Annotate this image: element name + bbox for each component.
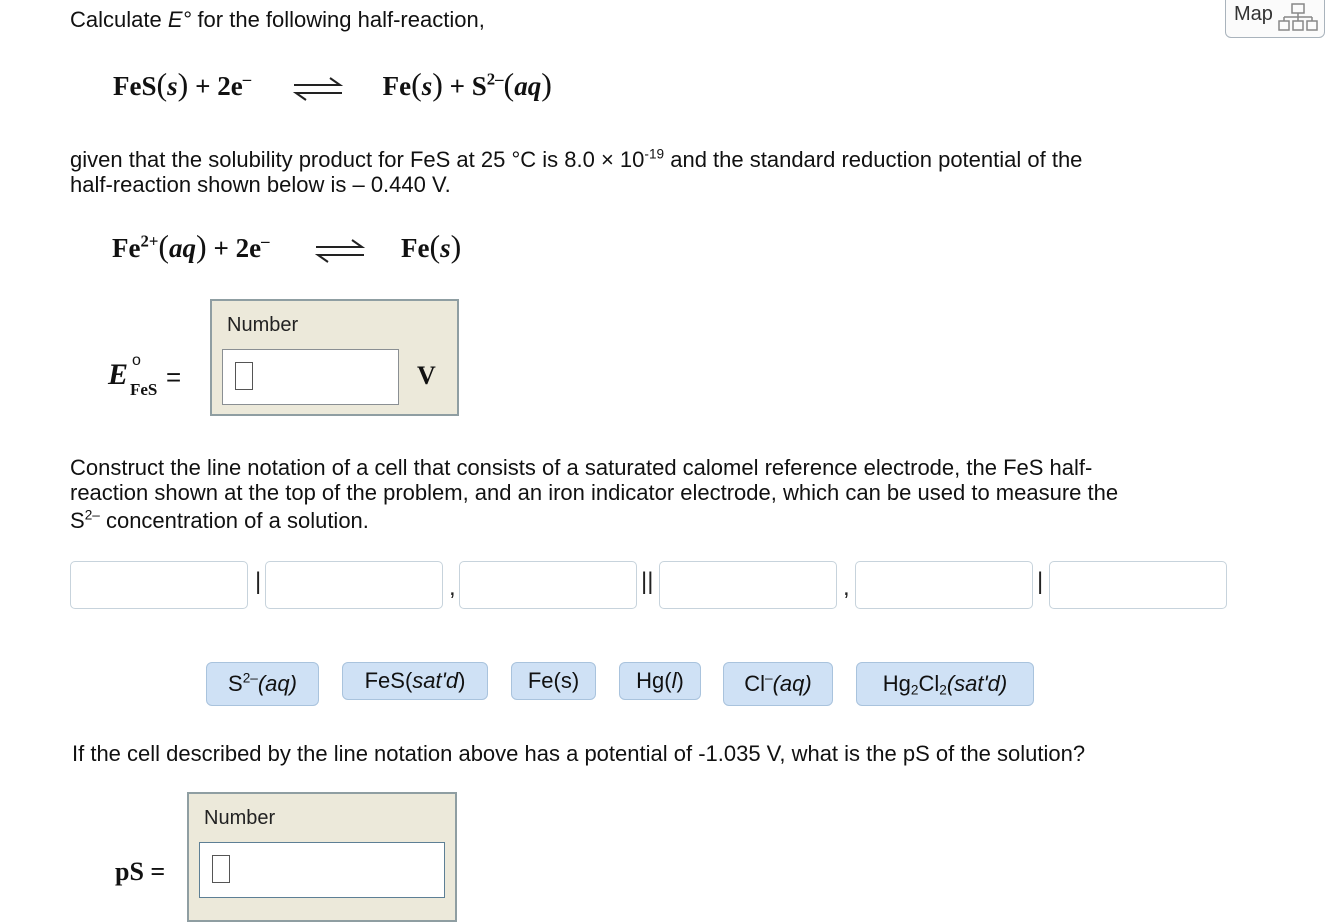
- phase-boundary-separator: |: [255, 568, 262, 595]
- line-notation-slot-3[interactable]: [459, 561, 637, 609]
- line-notation-slot-6[interactable]: [1049, 561, 1227, 609]
- half-reaction-fes: FeS(s) + 2e– $Fe(s) + S^{2-}(aq)$: [113, 66, 552, 102]
- ps-label: pS =: [115, 857, 166, 886]
- construct-paragraph: Construct the line notation of a cell that consists of a saturated calomel reference electrode, the FeS half- reaction shown at the top of the problem, and an iron indicator electrode, which can be used to measure the $S^{2-}$ concentration of a solution.: [70, 455, 1119, 533]
- number-panel-efes: [210, 299, 459, 416]
- number-label: Number: [227, 314, 299, 336]
- sitemap-icon: [1278, 3, 1320, 31]
- text-cursor-icon: [212, 855, 230, 883]
- map-button[interactable]: [1225, 0, 1325, 38]
- chip-sulfide-aq[interactable]: $S^{2-}(aq)$: [206, 662, 319, 706]
- ps-input[interactable]: [199, 842, 445, 898]
- text-cursor-icon: [235, 362, 253, 390]
- number-panel-ps: [187, 792, 457, 922]
- chip-chloride-aq[interactable]: Cl–(aq): [723, 662, 833, 706]
- e-fes-label: E o FeS =: [108, 352, 182, 399]
- chip-fe-s[interactable]: Fe(s): [511, 662, 596, 700]
- final-question: If the cell described by the line notation above has a potential of -1.035 V, what is the pS of the solution?: [72, 741, 1086, 766]
- question-intro: [70, 7, 485, 33]
- unit-volts: V: [417, 361, 436, 390]
- chip-hg2cl2-satd[interactable]: $Hg_2Cl_2(sat'd)$: [856, 662, 1034, 706]
- e-standard-symbol: E°: [167, 7, 192, 32]
- phase-boundary-separator: |: [1037, 568, 1044, 595]
- number-label: Number: [204, 807, 276, 829]
- comma-separator: ,: [449, 574, 456, 601]
- equilibrium-arrow-icon: [310, 236, 370, 266]
- efes-input[interactable]: [222, 349, 399, 405]
- chip-hg-l[interactable]: Hg(l): [619, 662, 701, 700]
- comma-separator: ,: [843, 574, 850, 601]
- line-notation-slot-2[interactable]: [265, 561, 443, 609]
- salt-bridge-separator: ||: [641, 568, 654, 595]
- line-notation-slot-5[interactable]: [855, 561, 1033, 609]
- half-reaction-iron: $Fe^{2+}(aq) + 2e^-$ Fe(s): [112, 228, 462, 264]
- chip-fes-satd[interactable]: FeS(sat'd): [342, 662, 488, 700]
- line-notation-slot-1[interactable]: [70, 561, 248, 609]
- intro-text: Calculate: [70, 7, 168, 32]
- map-label: Map: [1234, 3, 1273, 25]
- given-paragraph: given that the solubility product for FeS at 25 °C is $8.0 \times 10^{-19}$ and the standard reduction potential of the half-reaction shown below is – 0.440 V.: [70, 146, 1083, 197]
- line-notation-slot-4[interactable]: [659, 561, 837, 609]
- intro-text-end: for the following half-reaction,: [191, 7, 485, 32]
- equilibrium-arrow-icon: [288, 74, 348, 104]
